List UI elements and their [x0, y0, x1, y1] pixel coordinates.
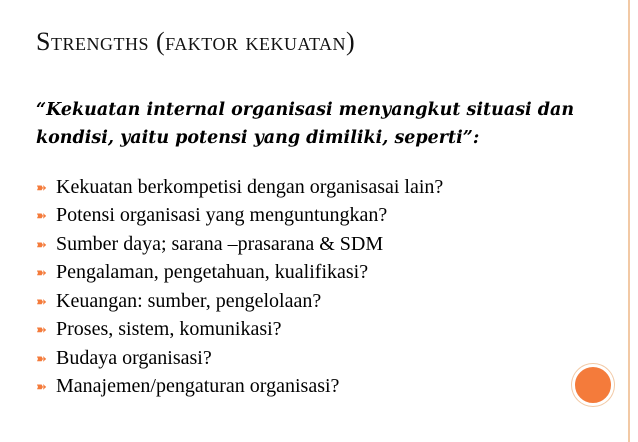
- circle-arrow-bullet-icon: ➽: [36, 265, 47, 281]
- list-item: [36, 287, 443, 316]
- list-item: [36, 202, 443, 231]
- bullet-list: [36, 173, 443, 401]
- intro-text: “Kekuatan internal organisasi menyangkut situasi dan kondisi, yaitu potensi yang dimiliki, seperti”:: [36, 100, 575, 148]
- circle-arrow-bullet-icon: ➽: [36, 350, 47, 366]
- circle-arrow-bullet-icon: ➽: [36, 208, 47, 224]
- bullet-text: Potensi organisasi yang menguntungkan?: [56, 204, 388, 227]
- circle-arrow-bullet-icon: ➽: [36, 236, 47, 252]
- circle-arrow-bullet-icon: ➽: [36, 293, 47, 309]
- bullet-text: Kekuatan berkompetisi dengan organisasai lain?: [56, 175, 444, 198]
- list-item: [36, 316, 443, 345]
- list-item: [36, 373, 443, 402]
- orange-circle-decoration: [572, 364, 614, 406]
- circle-arrow-bullet-icon: ➽: [36, 379, 47, 395]
- slide-title: Strengths (faktor kekuatan): [36, 27, 356, 56]
- list-item: [36, 230, 443, 259]
- circle-arrow-bullet-icon: ➽: [36, 322, 47, 338]
- circle-arrow-bullet-icon: ➽: [36, 179, 47, 195]
- bullet-text: Manajemen/pengaturan organisasi?: [56, 375, 340, 398]
- list-item: [36, 259, 443, 288]
- bullet-text: Keuangan: sumber, pengelolaan?: [56, 289, 322, 312]
- bullet-text: Pengalaman, pengetahuan, kualifikasi?: [56, 261, 369, 284]
- bullet-text: Budaya organisasi?: [56, 346, 212, 369]
- bullet-text: Proses, sistem, komunikasi?: [56, 318, 282, 341]
- bullet-text: Sumber daya; sarana –prasarana & SDM: [56, 232, 384, 255]
- list-item: [36, 344, 443, 373]
- list-item: [36, 173, 443, 202]
- slide-right-border: [628, 0, 630, 442]
